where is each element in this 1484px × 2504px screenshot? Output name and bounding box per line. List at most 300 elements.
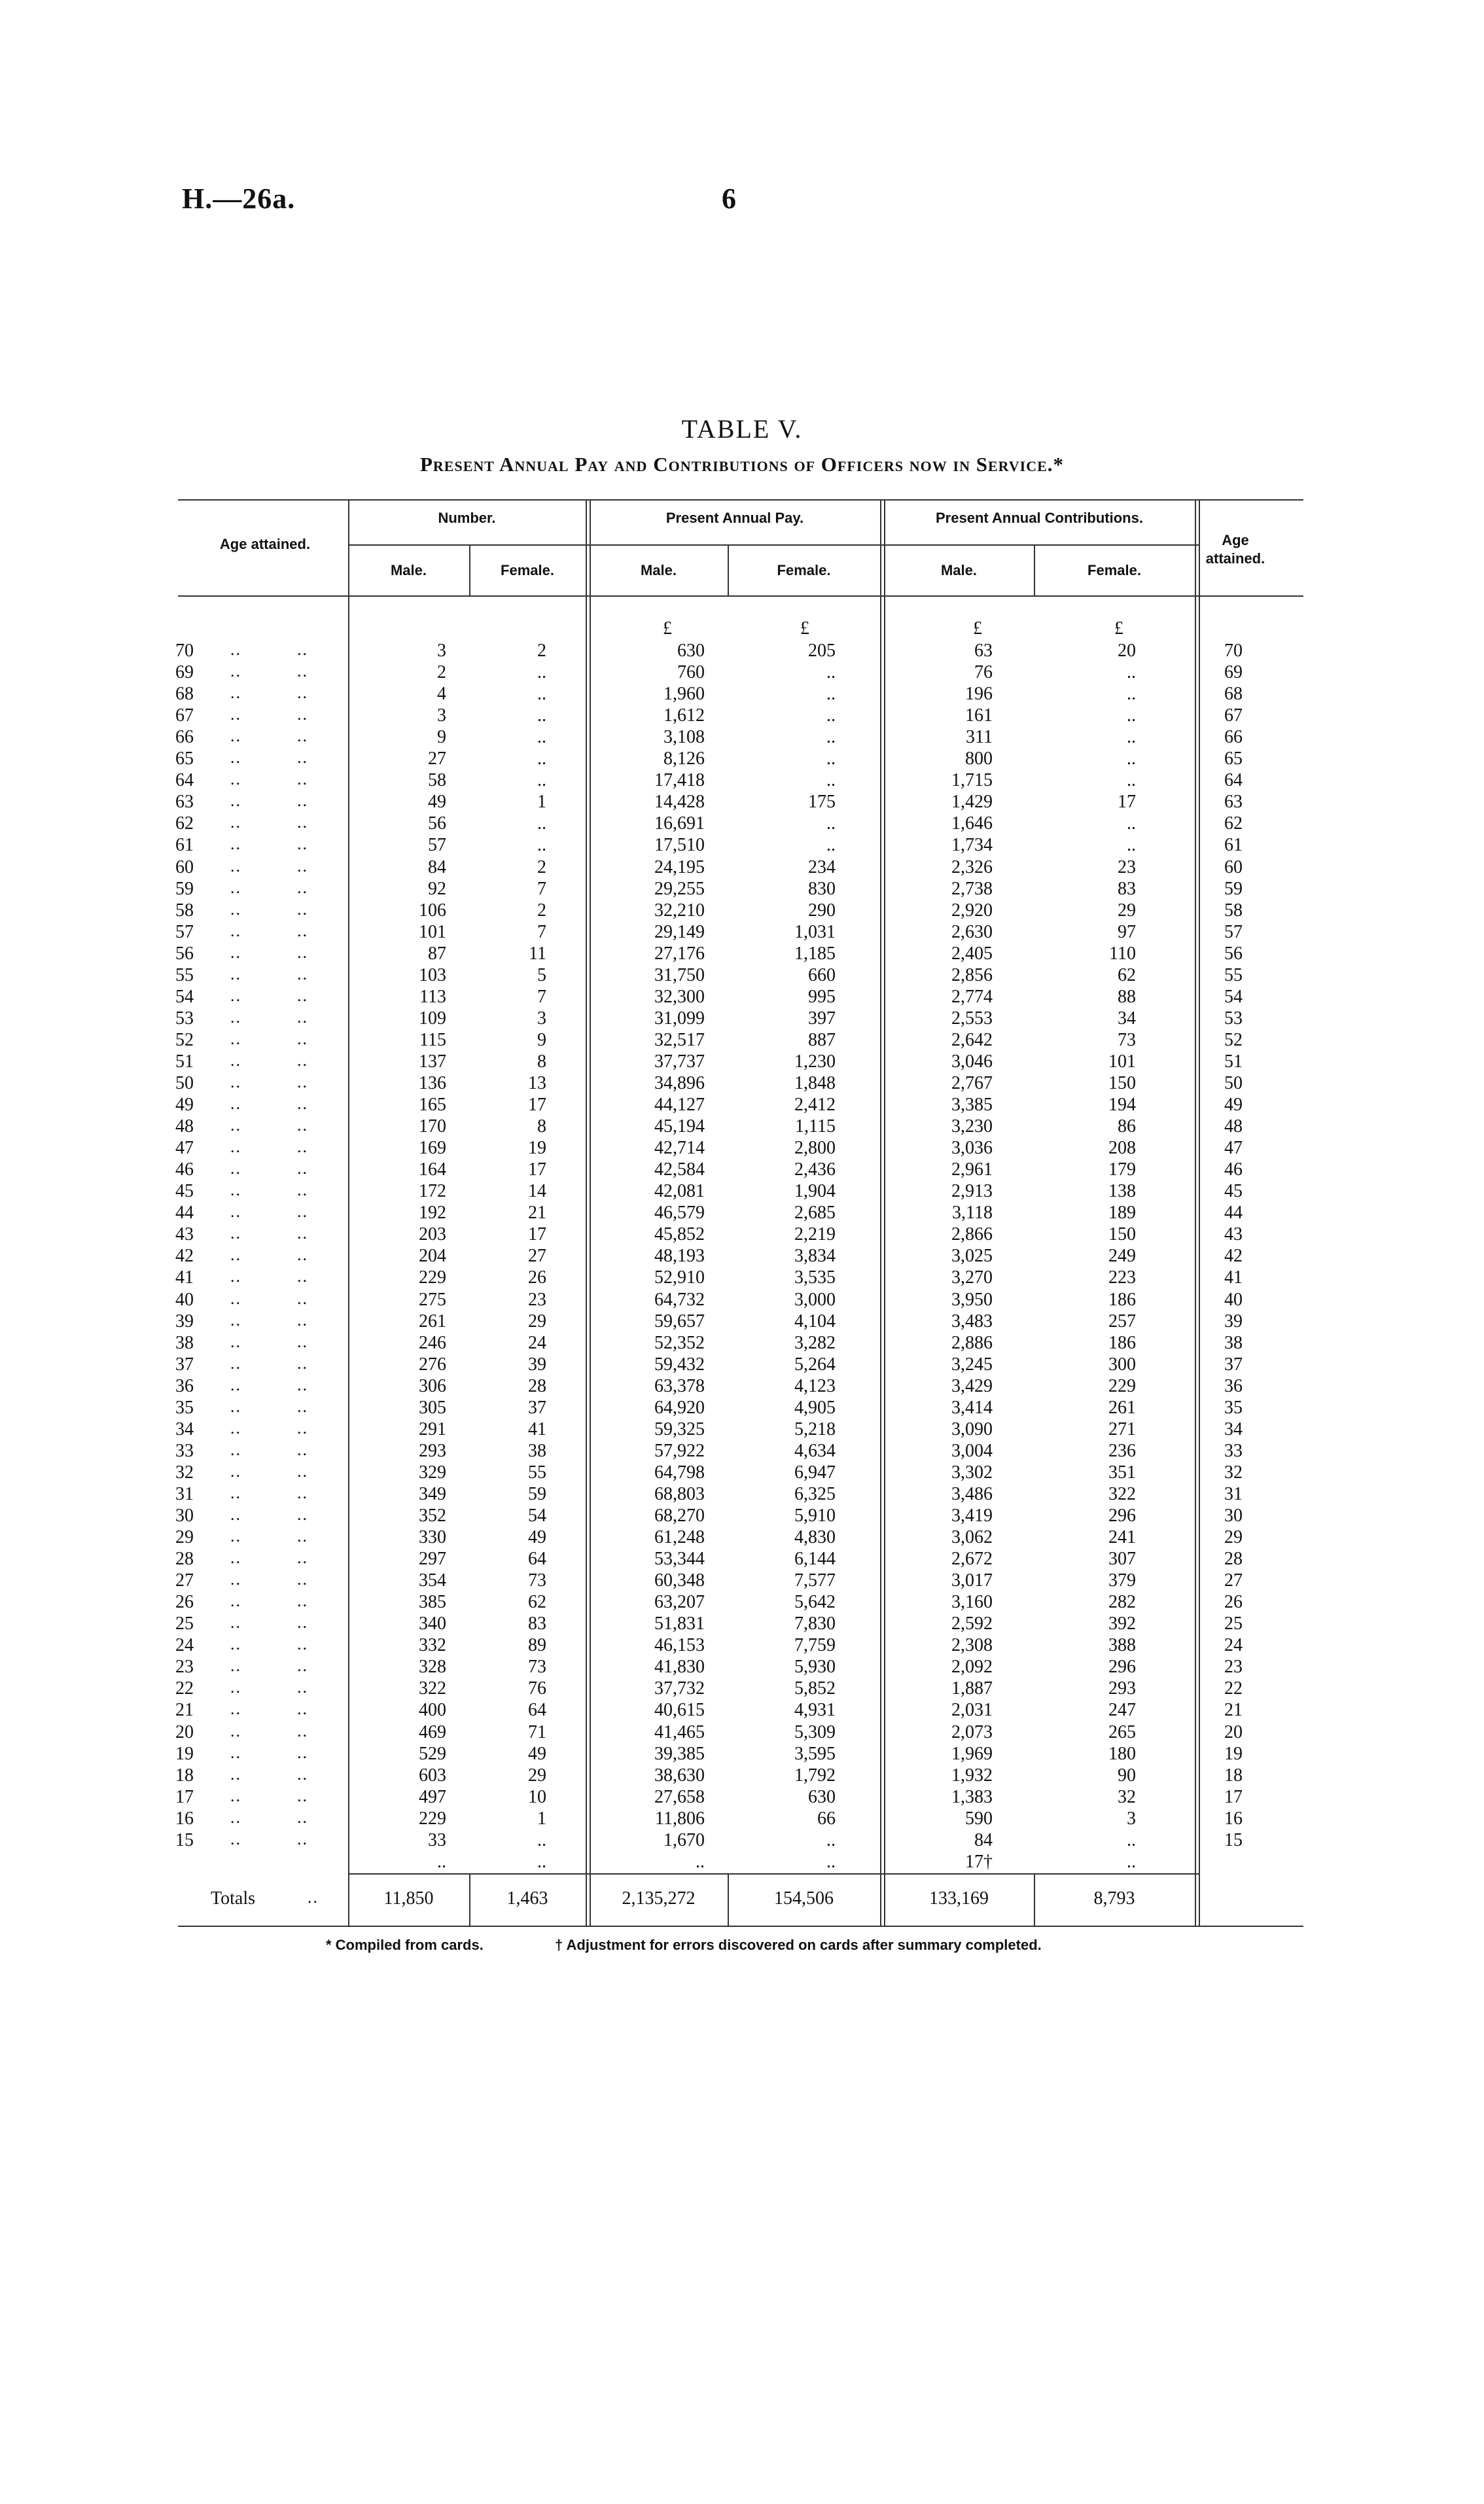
cell-age: 46	[175, 1159, 194, 1180]
currency-symbol: £	[973, 618, 982, 639]
leader-dots: .. ..	[230, 791, 308, 811]
leader-dots: .. ..	[230, 1267, 308, 1286]
cell-age-right: 41	[1224, 1267, 1243, 1288]
cell-pay-male: 64,798	[654, 1462, 705, 1483]
leader-dots: .. ..	[230, 813, 308, 832]
cell-number-female: ..	[537, 1829, 546, 1850]
cell-age-right: 36	[1224, 1375, 1243, 1396]
cell-contrib-female: 17	[1118, 792, 1136, 813]
cell-pay-female: 2,219	[794, 1224, 836, 1245]
cell-age: 66	[175, 727, 194, 748]
cell-age: 20	[175, 1721, 194, 1742]
cell-pay-female: 887	[808, 1029, 836, 1050]
cell-number-male: 33	[428, 1829, 446, 1850]
cell-contrib-male: 3,230	[951, 1116, 993, 1137]
cell-age-right: 55	[1224, 964, 1243, 985]
cell-age: 17	[175, 1786, 194, 1807]
cell-contrib-male: 2,672	[951, 1549, 993, 1570]
cell-contrib-male: 3,414	[951, 1397, 993, 1418]
cell-age: 55	[175, 964, 194, 985]
leader-dots: .. ..	[230, 1310, 308, 1330]
cell-contrib-male: 3,090	[951, 1419, 993, 1439]
leader-dots: .. ..	[230, 1678, 308, 1697]
cell-contrib-female: 257	[1108, 1311, 1136, 1331]
cell-age: 58	[175, 900, 194, 921]
cell-pay-female: 4,931	[794, 1700, 836, 1721]
cell-contrib-female: ..	[1127, 1829, 1136, 1850]
cell-age: 21	[175, 1700, 194, 1721]
cell-pay-female: ..	[826, 770, 836, 791]
cell-pay-female: 1,792	[794, 1765, 836, 1786]
leader-dots: .. ..	[230, 726, 308, 746]
cell-contrib-male: 2,405	[951, 943, 993, 964]
cell-contrib-female: 186	[1108, 1289, 1136, 1310]
cell-number-female: 59	[528, 1483, 546, 1504]
cell-age: 26	[175, 1592, 194, 1613]
leader-dots: .. ..	[230, 921, 308, 940]
header-pay-female: Female.	[777, 562, 831, 578]
leader-dots: .. ..	[230, 1159, 308, 1178]
totals-dots: ..	[308, 1888, 319, 1907]
cell-age: 41	[175, 1267, 194, 1288]
cell-contrib-male: 2,920	[951, 900, 993, 921]
leader-dots: .. ..	[230, 1699, 308, 1719]
totals-contrib-female: 8,793	[1093, 1888, 1135, 1909]
cell-number-male: 56	[428, 813, 446, 834]
cell-contrib-male: 1,429	[951, 792, 993, 813]
cell-contrib-female: 110	[1109, 943, 1136, 964]
cell-contrib-female: 271	[1108, 1419, 1136, 1439]
cell-age: 25	[175, 1613, 194, 1634]
cell-contrib-female: 150	[1108, 1224, 1136, 1245]
cell-number-female: 21	[528, 1203, 546, 1224]
cell-pay-male: 17,418	[654, 770, 705, 791]
leader-dots: .. ..	[230, 1375, 308, 1394]
cell-contrib-male: 2,073	[951, 1721, 993, 1742]
cell-age-right: 61	[1224, 835, 1243, 856]
cell-pay-male: 24,195	[654, 856, 705, 877]
cell-number-male: 3	[437, 705, 446, 726]
cell-age: 44	[175, 1203, 194, 1224]
cell-number-female: 2	[537, 900, 546, 921]
cell-contrib-female: ..	[1127, 1851, 1136, 1872]
cell-age: 60	[175, 856, 194, 877]
cell-contrib-female: 83	[1118, 878, 1136, 899]
cell-pay-female: 3,595	[794, 1743, 836, 1764]
cell-age-right: 34	[1224, 1419, 1243, 1439]
cell-number-male: 329	[419, 1462, 446, 1483]
leader-dots: .. ..	[230, 1007, 308, 1027]
cell-pay-female: 2,436	[794, 1159, 836, 1180]
leader-dots: .. ..	[230, 1613, 308, 1632]
cell-age: 70	[175, 641, 194, 661]
cell-contrib-female: 23	[1118, 856, 1136, 877]
cell-number-female: 8	[537, 1051, 546, 1072]
cell-number-male: 92	[428, 878, 446, 899]
cell-age-right: 70	[1224, 641, 1243, 661]
cell-contrib-male: 590	[965, 1808, 993, 1829]
cell-contrib-male: 2,913	[951, 1181, 993, 1202]
cell-pay-female: 995	[808, 986, 836, 1007]
cell-contrib-male: 3,017	[951, 1570, 993, 1591]
cell-contrib-female: 32	[1118, 1786, 1136, 1807]
cell-number-male: 27	[428, 749, 446, 769]
cell-contrib-female: 138	[1108, 1181, 1136, 1202]
cell-contrib-female: 180	[1108, 1743, 1136, 1764]
header-number-female: Female.	[501, 562, 554, 578]
cell-age: 67	[175, 705, 194, 726]
cell-contrib-female: 241	[1108, 1527, 1136, 1548]
cell-age: 48	[175, 1116, 194, 1137]
cell-pay-male: 61,248	[654, 1527, 705, 1548]
cell-pay-male: 63,378	[654, 1375, 705, 1396]
cell-contrib-male: 63	[974, 641, 993, 661]
cell-pay-male: 1,670	[663, 1829, 705, 1850]
cell-age: 42	[175, 1246, 194, 1267]
currency-symbol: £	[1114, 618, 1123, 639]
cell-age-right: 19	[1224, 1743, 1243, 1764]
cell-age-right: 33	[1224, 1440, 1243, 1461]
cell-age: 57	[175, 921, 194, 942]
leader-dots: .. ..	[230, 1331, 308, 1351]
cell-age-right: 43	[1224, 1224, 1243, 1245]
cell-contrib-male: 2,326	[951, 856, 993, 877]
cell-contrib-male: 3,025	[951, 1246, 993, 1267]
cell-age-right: 29	[1224, 1527, 1243, 1548]
cell-number-female: ..	[537, 662, 546, 683]
cell-age-right: 59	[1224, 878, 1243, 899]
cell-age: 31	[175, 1483, 194, 1504]
cell-number-male: 9	[437, 727, 446, 748]
cell-number-male: 400	[419, 1700, 446, 1721]
cell-number-male: 170	[419, 1116, 446, 1137]
cell-pay-female: 5,910	[794, 1506, 836, 1526]
cell-contrib-male: 2,553	[951, 1008, 993, 1029]
cell-pay-female: ..	[826, 1829, 836, 1850]
header-mid-rule	[348, 544, 1199, 546]
cell-age-right: 37	[1224, 1354, 1243, 1375]
cell-contrib-female: 150	[1108, 1073, 1136, 1093]
cell-age-right: 39	[1224, 1311, 1243, 1331]
cell-pay-male: 64,920	[654, 1397, 705, 1418]
cell-pay-female: 630	[808, 1786, 836, 1807]
cell-age-right: 53	[1224, 1008, 1243, 1029]
cell-contrib-male: 3,486	[951, 1483, 993, 1504]
cell-contrib-female: 101	[1108, 1051, 1136, 1072]
cell-number-female: 55	[528, 1462, 546, 1483]
cell-pay-male: 52,352	[654, 1332, 705, 1353]
cell-pay-female: 830	[808, 878, 836, 899]
cell-contrib-female: ..	[1127, 705, 1136, 726]
cell-pay-female: 6,144	[794, 1549, 836, 1570]
leader-dots: .. ..	[230, 1461, 308, 1481]
cell-pay-female: 290	[808, 900, 836, 921]
cell-number-female: ..	[537, 727, 546, 748]
cell-number-male: 2	[437, 662, 446, 683]
cell-pay-female: 66	[817, 1808, 836, 1829]
cell-age-right: 65	[1224, 749, 1243, 769]
leader-dots: .. ..	[230, 1483, 308, 1502]
cell-number-female: 9	[537, 1029, 546, 1050]
cell-pay-male: 48,193	[654, 1246, 705, 1267]
col-rule	[1199, 499, 1200, 1926]
header-contrib-male: Male.	[940, 562, 978, 578]
cell-number-female: 8	[537, 1116, 546, 1137]
leader-dots: .. ..	[230, 1396, 308, 1416]
cell-contrib-female: 88	[1118, 986, 1136, 1007]
cell-age: 15	[175, 1829, 194, 1850]
cell-pay-male: 45,852	[654, 1224, 705, 1245]
leader-dots: .. ..	[230, 899, 308, 919]
cell-pay-female: ..	[826, 705, 836, 726]
cell-age: 30	[175, 1506, 194, 1526]
cell-age-right: 54	[1224, 986, 1243, 1007]
cell-pay-male: 51,831	[654, 1613, 705, 1634]
cell-number-male: 340	[419, 1613, 446, 1634]
cell-pay-male: 45,194	[654, 1116, 705, 1137]
cell-number-male: 328	[419, 1657, 446, 1678]
cell-pay-female: 1,185	[794, 943, 836, 964]
cell-number-male: 57	[428, 835, 446, 856]
col-rule	[880, 499, 881, 1926]
cell-pay-male: 42,584	[654, 1159, 705, 1180]
cell-number-male: 469	[419, 1721, 446, 1742]
table-title: TABLE V.	[681, 414, 803, 444]
cell-age: 16	[175, 1808, 194, 1829]
cell-contrib-female: 97	[1118, 921, 1136, 942]
cell-contrib-female: ..	[1127, 727, 1136, 748]
cell-pay-female: 7,830	[794, 1613, 836, 1634]
leader-dots: .. ..	[230, 1656, 308, 1676]
cell-pay-male: 64,732	[654, 1289, 705, 1310]
cell-age: 47	[175, 1138, 194, 1159]
cell-pay-female: 205	[808, 641, 836, 661]
cell-pay-male: 29,255	[654, 878, 705, 899]
cell-pay-male: 41,465	[654, 1721, 705, 1742]
cell-number-female: ..	[537, 705, 546, 726]
header-age-attained-right: Age attained.	[1205, 532, 1265, 567]
cell-number-male: 103	[419, 964, 446, 985]
cell-age: 53	[175, 1008, 194, 1029]
cell-contrib-female: 229	[1108, 1375, 1136, 1396]
cell-contrib-female: 3	[1127, 1808, 1136, 1829]
leader-dots: .. ..	[230, 1439, 308, 1459]
cell-age-right: 44	[1224, 1203, 1243, 1224]
cell-contrib-female: ..	[1127, 835, 1136, 856]
cell-age: 23	[175, 1657, 194, 1678]
cell-number-male: 276	[419, 1354, 446, 1375]
leader-dots: .. ..	[230, 877, 308, 897]
cell-number-male: 164	[419, 1159, 446, 1180]
cell-pay-female: 6,947	[794, 1462, 836, 1483]
cell-number-male: 204	[419, 1246, 446, 1267]
cell-contrib-female: ..	[1127, 813, 1136, 834]
cell-number-female: ..	[537, 770, 546, 791]
cell-age-right: 17	[1224, 1786, 1243, 1807]
cell-contrib-female: 86	[1118, 1116, 1136, 1137]
cell-age-right: 63	[1224, 792, 1243, 813]
cell-pay-female: 5,642	[794, 1592, 836, 1613]
header-annual-pay: Present Annual Pay.	[665, 510, 804, 526]
cell-contrib-female: 236	[1108, 1440, 1136, 1461]
cell-contrib-male: 1,715	[951, 770, 993, 791]
cell-number-female: 39	[528, 1354, 546, 1375]
cell-contrib-male: 3,302	[951, 1462, 993, 1483]
cell-number-male: 113	[419, 986, 446, 1007]
header-number-male: Male.	[390, 562, 427, 578]
cell-pay-female: ..	[826, 662, 836, 683]
cell-pay-male: 17,510	[654, 835, 705, 856]
cell-number-male: 4	[437, 684, 446, 705]
cell-number-male: 529	[419, 1743, 446, 1764]
cell-contrib-male: 1,969	[951, 1743, 993, 1764]
totals-contrib-male: 133,169	[929, 1888, 989, 1909]
cell-contrib-male: 2,866	[951, 1224, 993, 1245]
cell-number-male: 49	[428, 792, 446, 813]
cell-contrib-female: 90	[1118, 1765, 1136, 1786]
cell-pay-male: 59,325	[654, 1419, 705, 1439]
cell-contrib-male: 2,630	[951, 921, 993, 942]
col-rule	[1195, 499, 1196, 1926]
cell-age: 51	[175, 1051, 194, 1072]
cell-number-female: ..	[537, 749, 546, 769]
cell-number-female: 13	[528, 1073, 546, 1093]
cell-pay-female: 7,759	[794, 1635, 836, 1656]
cell-number-female: 7	[537, 986, 546, 1007]
cell-number-female: 73	[528, 1657, 546, 1678]
cell-number-male: 136	[419, 1073, 446, 1093]
leader-dots: .. ..	[230, 834, 308, 854]
cell-age-right: 32	[1224, 1462, 1243, 1483]
cell-pay-female: 3,282	[794, 1332, 836, 1353]
cell-number-female: 89	[528, 1635, 546, 1656]
cell-age-right: 67	[1224, 705, 1243, 726]
cell-age-right: 16	[1224, 1808, 1243, 1829]
cell-age-right: 42	[1224, 1246, 1243, 1267]
cell-contrib-female: 73	[1118, 1029, 1136, 1050]
cell-age: 34	[175, 1419, 194, 1439]
cell-contrib-male: 1,887	[951, 1678, 993, 1699]
cell-contrib-male: 2,642	[951, 1029, 993, 1050]
cell-contrib-male: 196	[965, 684, 993, 705]
cell-pay-male: 46,153	[654, 1635, 705, 1656]
cell-number-male: 106	[419, 900, 446, 921]
cell-contrib-male: 3,950	[951, 1289, 993, 1310]
cell-contrib-male: 2,592	[951, 1613, 993, 1634]
leader-dots: .. ..	[230, 1721, 308, 1740]
cell-number-male: 169	[419, 1138, 446, 1159]
leader-dots: .. ..	[230, 1807, 308, 1827]
cell-pay-male: 57,922	[654, 1440, 705, 1461]
cell-number-female: ..	[537, 835, 546, 856]
cell-age-right: 31	[1224, 1483, 1243, 1504]
cell-number-female: 28	[528, 1375, 546, 1396]
cell-contrib-male: 3,004	[951, 1440, 993, 1461]
cell-pay-male: 29,149	[654, 921, 705, 942]
cell-number-female: 11	[529, 943, 546, 964]
leader-dots: .. ..	[230, 964, 308, 983]
cell-pay-male: 63,207	[654, 1592, 705, 1613]
cell-number-female: 10	[528, 1786, 546, 1807]
cell-number-female: 17	[528, 1224, 546, 1245]
leader-dots: .. ..	[230, 1418, 308, 1437]
cell-pay-male: 11,806	[655, 1808, 705, 1829]
cell-pay-female: 175	[808, 792, 836, 813]
cell-age-right: 62	[1224, 813, 1243, 834]
cell-contrib-male: 17†	[965, 1851, 993, 1872]
cell-age: 52	[175, 1029, 194, 1050]
cell-age-right: 40	[1224, 1289, 1243, 1310]
cell-age: 56	[175, 943, 194, 964]
cell-number-female: 76	[528, 1678, 546, 1699]
cell-pay-male: 37,732	[654, 1678, 705, 1699]
cell-pay-male: 42,081	[654, 1181, 705, 1202]
cell-pay-female: 5,309	[794, 1721, 836, 1742]
cell-pay-male: 16,691	[654, 813, 705, 834]
cell-pay-female: 1,848	[794, 1073, 836, 1093]
cell-number-male: 305	[419, 1397, 446, 1418]
cell-pay-male: 68,270	[654, 1506, 705, 1526]
cell-contrib-male: 3,245	[951, 1354, 993, 1375]
page-reference: H.—26a.	[182, 183, 296, 215]
currency-symbol: £	[800, 618, 809, 639]
cell-number-female: 23	[528, 1289, 546, 1310]
cell-pay-male: 38,630	[654, 1765, 705, 1786]
cell-contrib-female: 282	[1108, 1592, 1136, 1613]
cell-contrib-female: 388	[1108, 1635, 1136, 1656]
cell-number-male: 306	[419, 1375, 446, 1396]
cell-pay-female: 5,218	[794, 1419, 836, 1439]
cell-number-male: 87	[428, 943, 446, 964]
cell-number-female: 62	[528, 1592, 546, 1613]
cell-age-right: 56	[1224, 943, 1243, 964]
cell-age: 35	[175, 1397, 194, 1418]
cell-pay-female: 1,115	[795, 1116, 836, 1137]
cell-pay-female: ..	[826, 727, 836, 748]
cell-pay-male: ..	[696, 1851, 705, 1872]
cell-number-male: ..	[437, 1851, 446, 1872]
totals-top-rule	[348, 1873, 1199, 1875]
cell-pay-female: 1,031	[794, 921, 836, 942]
cell-pay-female: 1,904	[794, 1181, 836, 1202]
cell-contrib-female: 186	[1108, 1332, 1136, 1353]
totals-pay-male: 2,135,272	[622, 1888, 696, 1909]
cell-age-right: 48	[1224, 1116, 1243, 1137]
cell-pay-female: 7,577	[794, 1570, 836, 1591]
cell-number-male: 58	[428, 770, 446, 791]
cell-contrib-male: 2,767	[951, 1073, 993, 1093]
leader-dots: .. ..	[230, 1548, 308, 1568]
cell-contrib-male: 800	[965, 749, 993, 769]
cell-age: 61	[175, 835, 194, 856]
cell-number-female: 26	[528, 1267, 546, 1288]
cell-pay-female: 5,264	[794, 1354, 836, 1375]
cell-contrib-male: 1,383	[951, 1786, 993, 1807]
cell-contrib-female: 20	[1118, 641, 1136, 661]
cell-contrib-female: 261	[1108, 1397, 1136, 1418]
leader-dots: .. ..	[230, 683, 308, 703]
cell-age: 64	[175, 770, 194, 791]
cell-pay-female: ..	[826, 684, 836, 705]
cell-number-female: 24	[528, 1332, 546, 1353]
leader-dots: .. ..	[230, 1786, 308, 1805]
cell-age-right: 51	[1224, 1051, 1243, 1072]
cell-pay-male: 3,108	[663, 727, 705, 748]
cell-contrib-female: 208	[1108, 1138, 1136, 1159]
cell-pay-male: 32,300	[654, 986, 705, 1007]
leader-dots: .. ..	[230, 1137, 308, 1157]
cell-age-right: 58	[1224, 900, 1243, 921]
